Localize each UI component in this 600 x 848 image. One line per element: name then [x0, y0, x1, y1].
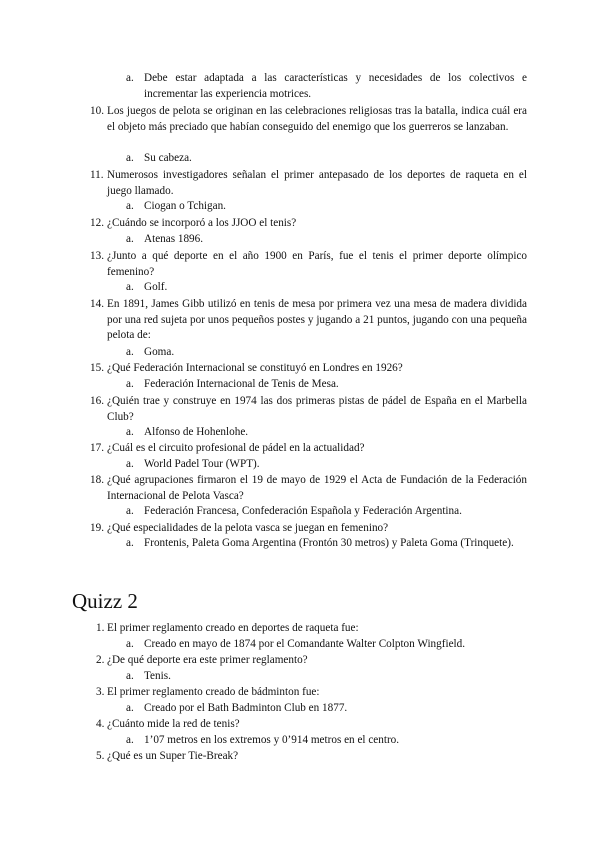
- answer-item: [126, 504, 527, 520]
- answer-item: [126, 733, 527, 749]
- question-number: 2.: [96, 654, 105, 666]
- question-number: 1.: [96, 622, 105, 634]
- question-number: 16.: [90, 395, 104, 407]
- question-number: 11.: [90, 169, 104, 181]
- answer-item: [126, 669, 527, 685]
- question-item: [90, 168, 527, 199]
- answer-letter: a.: [126, 281, 134, 293]
- answer-item: [126, 536, 527, 552]
- answer-letter: a.: [126, 426, 134, 438]
- answer-item: [126, 701, 527, 717]
- question-item: [90, 394, 527, 425]
- question-number: 5.: [96, 750, 105, 762]
- answer-text: Alfonso de Hohenlohe.: [144, 426, 249, 438]
- question-item: [90, 441, 527, 457]
- answer-item: [126, 199, 527, 215]
- answer-letter: a.: [126, 72, 134, 84]
- answer-text: Frontenis, Paleta Goma Argentina (Frontón 30 metros) y Paleta Goma (Trinquete).: [144, 537, 514, 549]
- question-text: ¿Qué es un Super Tie-Break?: [107, 750, 239, 762]
- question-number: 19.: [90, 522, 104, 534]
- question-text: En 1891, James Gibb utilizó en tenis de mesa por primera vez una mesa de madera dividida por una red sujeta por unos pequeños postes y jugando a 21 puntos, jugando con una pequeña pelota de:: [107, 298, 527, 342]
- answer-text: Federación Internacional de Tenis de Mesa.: [144, 378, 339, 390]
- question-number: 17.: [90, 442, 104, 454]
- answer-letter: a.: [126, 734, 134, 746]
- answer-text: Goma.: [144, 346, 175, 358]
- answer-letter: a.: [126, 200, 134, 212]
- question-text: ¿Qué Federación Internacional se constituyó en Londres en 1926?: [107, 362, 403, 374]
- answer-text: Federación Francesa, Confederación Española y Federación Argentina.: [144, 505, 462, 517]
- question-text: Numerosos investigadores señalan el primer antepasado de los deportes de raqueta en el juego llamado.: [107, 169, 527, 197]
- answer-text: 1’07 metros en los extremos y 0’914 metros en el centro.: [144, 734, 400, 746]
- answer-text: Ciogan o Tchigan.: [144, 200, 226, 212]
- answer-text: Atenas 1896.: [144, 233, 204, 245]
- question-item: [96, 717, 527, 733]
- answer-letter: a.: [126, 346, 134, 358]
- answer-item: [126, 71, 527, 102]
- answer-item: [126, 377, 527, 393]
- question-item: [96, 749, 527, 765]
- answer-letter: a.: [126, 702, 134, 714]
- question-item: [90, 104, 527, 135]
- answer-letter: a.: [126, 152, 134, 164]
- question-item: [96, 685, 527, 701]
- answer-text: Golf.: [144, 281, 168, 293]
- answer-text: Creado en mayo de 1874 por el Comandante Walter Colpton Wingfield.: [144, 638, 466, 650]
- answer-letter: a.: [126, 233, 134, 245]
- question-item: [90, 521, 527, 537]
- question-text: Los juegos de pelota se originan en las celebraciones religiosas tras la batalla, indica cuál era el objeto más preciado que habían conseguido del enemigo que los guerreros se lanzaban.: [107, 105, 527, 133]
- question-item: [90, 216, 527, 232]
- question-number: 15.: [90, 362, 104, 374]
- question-text: ¿Junto a qué deporte en el año 1900 en París, fue el tenis el primer deporte olímpico femenino?: [107, 250, 527, 278]
- answer-letter: a.: [126, 670, 134, 682]
- question-number: 3.: [96, 686, 105, 698]
- answer-text: Tenis.: [144, 670, 171, 682]
- answer-text: World Padel Tour (WPT).: [144, 458, 260, 470]
- question-number: 14.: [90, 298, 104, 310]
- question-text: ¿Cuál es el circuito profesional de pádel en la actualidad?: [107, 442, 365, 454]
- question-item: [90, 361, 527, 377]
- answer-letter: a.: [126, 537, 134, 549]
- question-number: 4.: [96, 718, 105, 730]
- answer-item: [126, 637, 527, 653]
- question-item: [96, 621, 527, 637]
- question-text: ¿De qué deporte era este primer reglamento?: [107, 654, 308, 666]
- answer-letter: a.: [126, 378, 134, 390]
- question-text: ¿Qué especialidades de la pelota vasca se juegan en femenino?: [107, 522, 389, 534]
- question-text: ¿Quién trae y construye en 1974 las dos primeras pistas de pádel de España en el Marbella Club?: [107, 395, 527, 423]
- answer-text: Creado por el Bath Badminton Club en 1877.: [144, 702, 348, 714]
- question-item: [90, 249, 527, 280]
- answer-item: [126, 345, 527, 361]
- answer-letter: a.: [126, 505, 134, 517]
- section-heading: Quizz 2: [72, 589, 138, 613]
- answer-letter: a.: [126, 458, 134, 470]
- answer-item: [126, 457, 527, 473]
- question-number: 12.: [90, 217, 104, 229]
- answer-letter: a.: [126, 638, 134, 650]
- answer-text: Su cabeza.: [144, 152, 192, 164]
- question-text: ¿Cuándo se incorporó a los JJOO el tenis?: [107, 217, 297, 229]
- question-item: [90, 297, 527, 344]
- question-text: ¿Qué agrupaciones firmaron el 19 de mayo de 1929 el Acta de Fundación de la Federación Internacional de Pelota Vasca?: [107, 474, 527, 502]
- answer-text: Debe estar adaptada a las características y necesidades de los colectivos e incrementar las experiencia motrices.: [144, 72, 527, 100]
- question-number: 18.: [90, 474, 104, 486]
- question-text: ¿Cuánto mide la red de tenis?: [107, 718, 240, 730]
- question-number: 10.: [90, 105, 104, 117]
- answer-item: [126, 151, 527, 167]
- answer-item: [126, 280, 527, 296]
- question-item: [90, 473, 527, 504]
- answer-item: [126, 425, 527, 441]
- answer-item: [126, 232, 527, 248]
- question-text: El primer reglamento creado en deportes de raqueta fue:: [107, 622, 359, 634]
- question-number: 13.: [90, 250, 104, 262]
- question-text: El primer reglamento creado de bádminton fue:: [107, 686, 320, 698]
- question-item: [96, 653, 527, 669]
